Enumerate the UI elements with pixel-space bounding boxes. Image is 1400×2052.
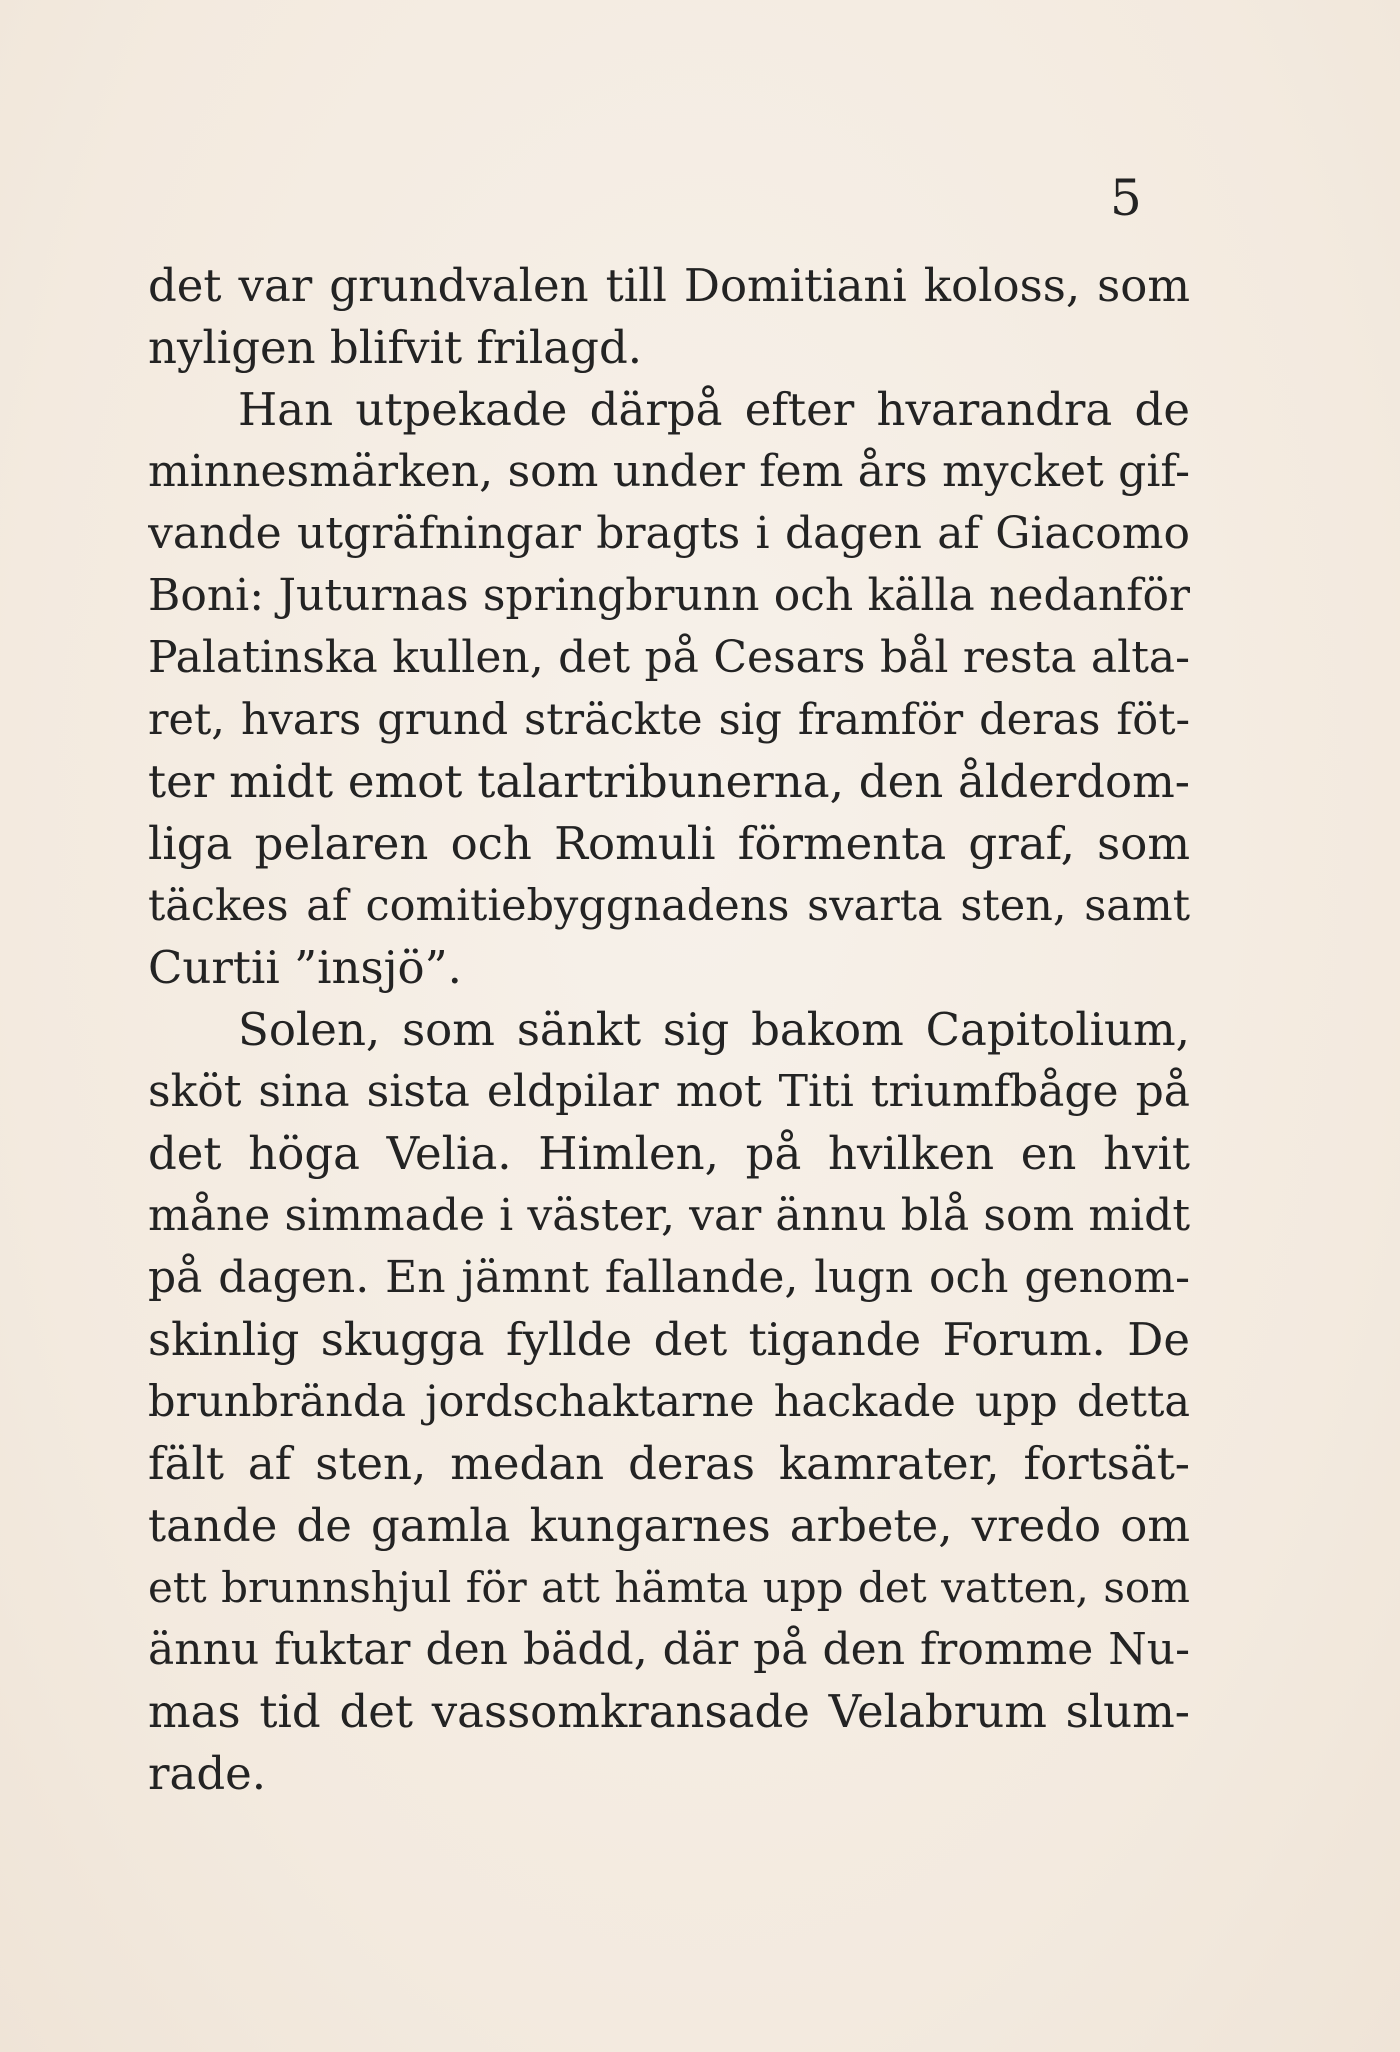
text-line: ret, hvars grund sträckte sig framför deras föt- xyxy=(148,695,1190,745)
text-line: det höga Velia. Himlen, på hvilken en hvit xyxy=(148,1127,1190,1180)
text-line: tande de gamla kungarnes arbete, vredo om xyxy=(148,1499,1190,1552)
text-line: Palatinska kullen, det på Cesars bål resta alta- xyxy=(148,632,1190,683)
text-line: täckes af comitiebyggnadens svarta sten, samt xyxy=(148,881,1190,931)
text-line: brunbrända jordschaktarne hackade upp detta xyxy=(148,1377,1190,1427)
text-line: ännu fuktar den bädd, där på den fromme Nu- xyxy=(148,1624,1190,1675)
text-line: nyligen blifvit frilagd. xyxy=(148,321,643,374)
text-line: Solen, som sänkt sig bakom Capitolium, xyxy=(238,1003,1190,1056)
text-line: Han utpekade därpå efter hvarandra de xyxy=(238,383,1190,436)
text-line: minnesmärken, som under fem års mycket gif- xyxy=(148,446,1190,497)
text-line: vande utgräfningar bragts i dagen af Giacomo xyxy=(148,508,1190,559)
text-line: Curtii ”insjö”. xyxy=(148,941,462,994)
text-line: det var grundvalen till Domitiani koloss, som xyxy=(148,259,1190,312)
text-line: mas tid det vassomkransade Velabrum slum- xyxy=(148,1685,1190,1738)
text-line: på dagen. En jämnt fallande, lugn och genom- xyxy=(148,1252,1190,1303)
text-line: skinlig skugga fyllde det tigande Forum. De xyxy=(148,1313,1190,1366)
text-line: fält af sten, medan deras kamrater, fortsät- xyxy=(148,1437,1190,1490)
text-line: ter midt emot talartribunerna, den ålderdom- xyxy=(148,755,1190,808)
text-line: sköt sina sista eldpilar mot Titi triumfbåge på xyxy=(148,1066,1190,1117)
text-line: ett brunnshjul för att hämta upp det vatten, som xyxy=(148,1563,1190,1612)
text-line: Boni: Juturnas springbrunn och källa nedanför xyxy=(148,570,1190,621)
text-line: liga pelaren och Romuli förmenta graf, som xyxy=(148,817,1190,870)
text-line: rade. xyxy=(148,1747,267,1800)
page-number: 5 xyxy=(1110,169,1142,227)
body-text xyxy=(148,255,1190,1805)
text-line: måne simmade i väster, var ännu blå som midt xyxy=(148,1190,1190,1241)
